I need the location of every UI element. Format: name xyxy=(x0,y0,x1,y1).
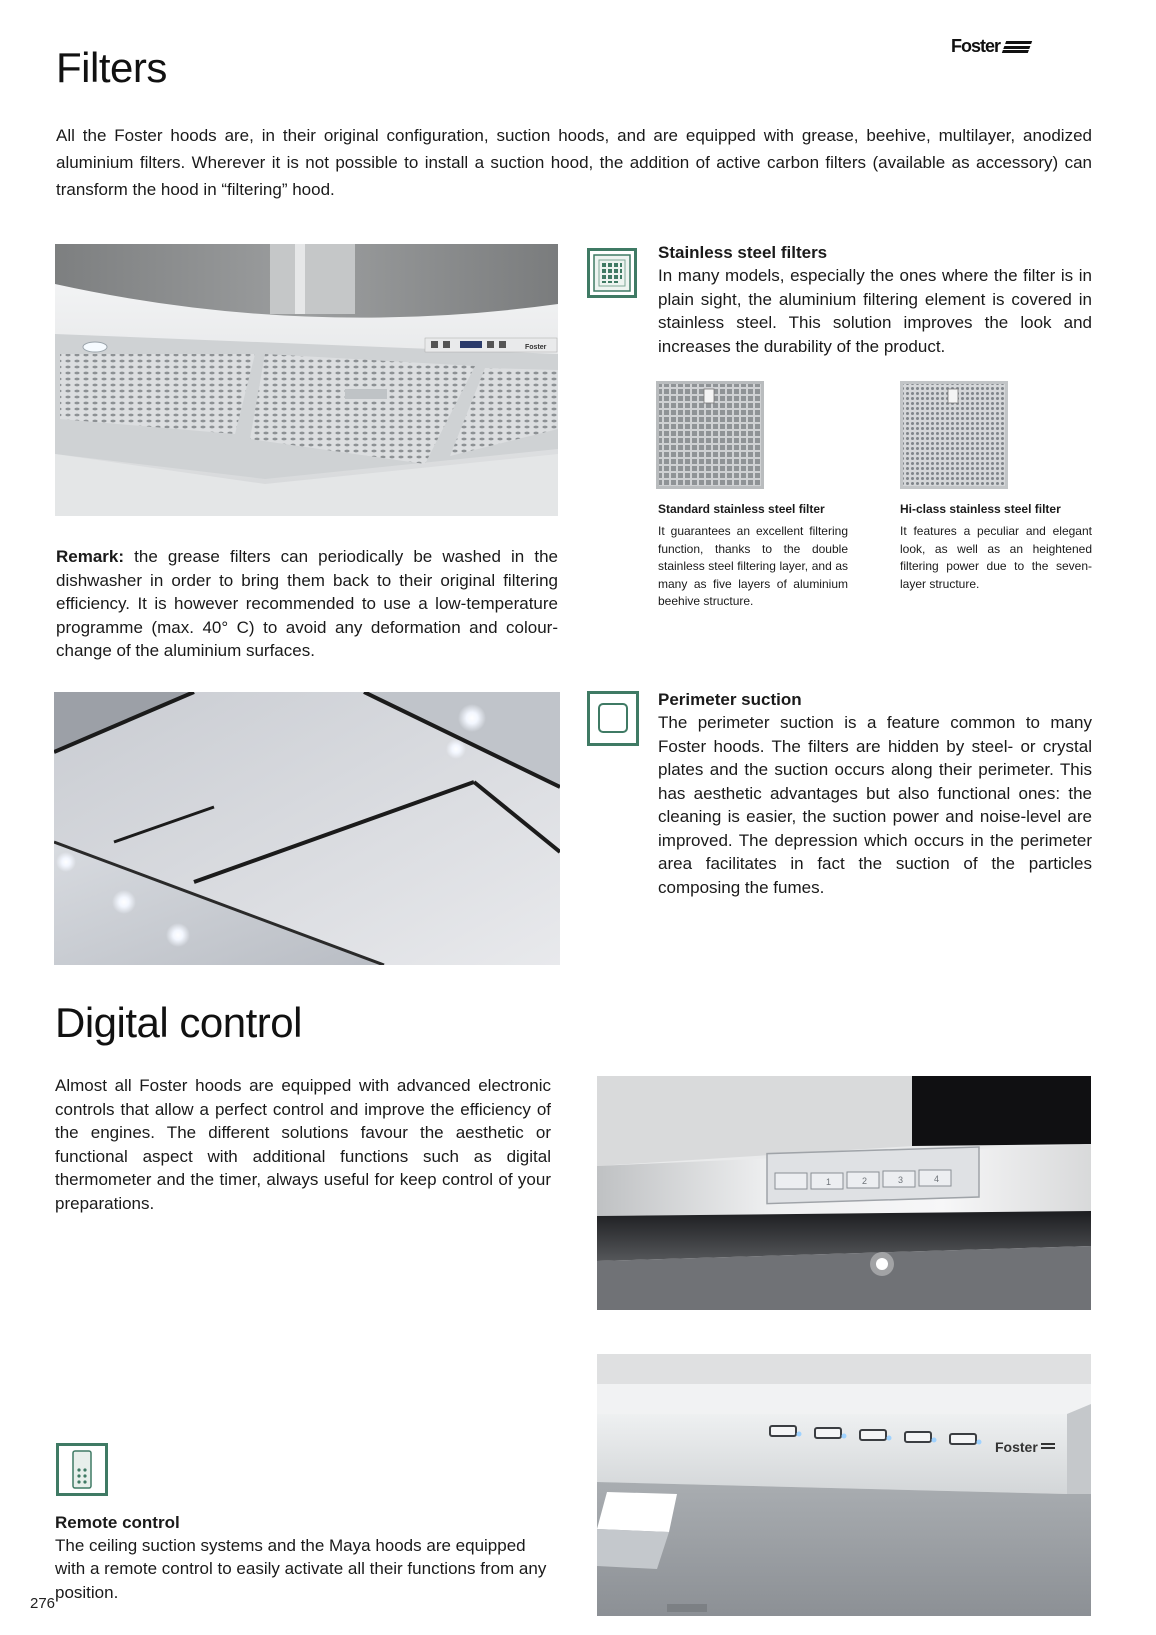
perimeter-suction-photo xyxy=(54,692,560,965)
standard-filter-text: It guarantees an excellent filtering function, thanks to the double stainless steel filtering layer, and as many as five layers of aluminium beehive structure. xyxy=(658,524,848,608)
perimeter-suction-title: Perimeter suction xyxy=(658,690,802,709)
remote-control-icon xyxy=(56,1443,108,1496)
filters-title: Filters xyxy=(56,44,167,91)
remark-label: Remark: xyxy=(56,547,125,566)
remote-control-title: Remote control xyxy=(55,1513,180,1532)
hood-buttons-photo xyxy=(597,1354,1091,1616)
remote-control-text: The ceiling suction systems and the Maya hoods are equipped with a remote control to easily activate all their functions from any position. xyxy=(55,1536,547,1602)
remark-paragraph xyxy=(56,545,558,663)
grid-filter-icon xyxy=(587,248,637,298)
digital-control-text: Almost all Foster hoods are equipped with advanced electronic controls that allow a perfect control and improve the efficiency of the engines. The different solutions favour the aesthetic or functional aspect with additional functions such as digital thermometer and the timer, always useful for keep control of your preparations. xyxy=(55,1076,551,1213)
panel-key-3: 3 xyxy=(898,1175,904,1185)
panel-key-4: 4 xyxy=(934,1174,940,1184)
hood-brand-text: Foster xyxy=(995,1439,1038,1455)
page-number: 276 xyxy=(30,1595,56,1612)
hood-underside-photo xyxy=(55,244,558,516)
stainless-filters-title: Stainless steel filters xyxy=(658,243,828,262)
square-panel-icon xyxy=(587,691,639,746)
brand-logo xyxy=(951,36,1030,57)
standard-filter-title: Standard stainless steel filter xyxy=(658,502,825,516)
panel-key-1: 1 xyxy=(826,1177,832,1187)
digital-control-title: Digital control xyxy=(55,999,302,1046)
panel-key-2: 2 xyxy=(862,1176,868,1186)
control-panel-photo xyxy=(597,1076,1091,1310)
stainless-filters-text: In many models, especially the ones where the filter is in plain sight, the aluminium filtering element is covered in stainless steel. This solution improves the look and increases the durability of the product. xyxy=(658,266,1092,356)
perimeter-suction-text: The perimeter suction is a feature common to many Foster hoods. The filters are hidden by steel- or crystal plates and the suction occurs along their perimeter. This has aesthetic advantages but also functional ones: the cleaning is easier, the suction power and noise-level are improved. The depression which occurs in the perimeter area facilitates in fact the suction of the particles composing the fumes. xyxy=(658,713,1092,897)
hiclass-filter-image xyxy=(900,381,1008,489)
hiclass-filter-title: Hi-class stainless steel filter xyxy=(900,502,1061,516)
remark-text: the grease filters can periodically be washed in the dishwasher in order to bring them back to their original filtering efficiency. It is however recommended to use a low-temperature programme (max. 40° C) to avoid any deformation and colour-change of the aluminium surfaces. xyxy=(56,547,558,660)
brand-name: Foster xyxy=(950,36,1000,56)
standard-filter-image xyxy=(656,381,764,489)
foster-logo-stripes-icon xyxy=(1002,41,1032,53)
hood-brand-label: Foster xyxy=(525,344,547,351)
filters-intro: All the Foster hoods are, in their original configuration, suction hoods, and are equipped with grease, beehive, multilayer, anodized aluminium filters. Wherever it is not possible to install a suction hood, the addition of active carbon filters (available as accessory) can transform the hood in “filtering” hood. xyxy=(56,126,1092,199)
hiclass-filter-text: It features a peculiar and elegant look, as well as an heightened filtering power due to the seven-layer structure. xyxy=(900,524,1092,591)
